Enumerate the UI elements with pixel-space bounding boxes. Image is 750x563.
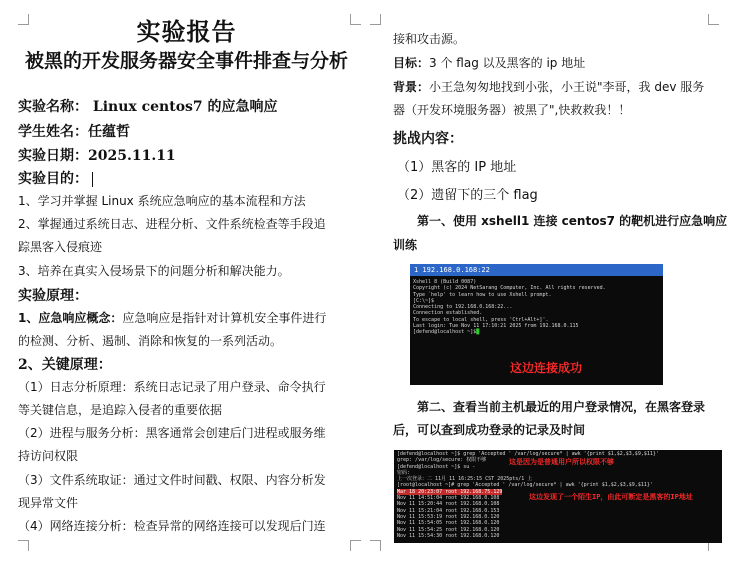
- goal-label: 目标：: [393, 56, 430, 70]
- crop-mark-bl: [18, 540, 29, 551]
- stranger-ip-note: 这边发现了一个陌生IP，由此可断定是黑客的IP地址: [529, 493, 693, 501]
- terminal-line: Nov 11 14:51:04 root 192.168.0.108: [397, 495, 500, 502]
- challenge-heading: 挑战内容：: [393, 131, 463, 147]
- principle-1-label: 1、应急响应概念：: [18, 311, 123, 325]
- purpose-line: 3、培养在真实入侵场景下的问题分析和解决能力。: [18, 264, 290, 278]
- terminal-line: Copyright (c) 2024 NetSarang Computer, Inc. All rights reserved.: [413, 285, 606, 292]
- terminal-line: [defend@localhost ~]$ su -: [397, 463, 476, 470]
- permission-note: 这是因为是普通用户所以权限不够: [509, 458, 614, 466]
- terminal-line: [C:\~]$: [413, 297, 435, 304]
- terminal-cursor: █: [476, 329, 480, 336]
- crop-mark-br: [350, 540, 361, 551]
- terminal-line: Nov 11 15:21:04 root 192.168.0.153: [397, 507, 500, 514]
- goal-text: 3 个 flag 以及黑客的 ip 地址: [429, 56, 586, 70]
- purpose-line: 1、学习并掌握 Linux 系统应急响应的基本流程和方法: [18, 194, 306, 208]
- terminal-line: [defend@localhost ~]$ grep 'Accepted ' /var/log/secure* | awk '{print $1,$2,$3,$9,$11}': [397, 451, 659, 457]
- crop-mark-br2: [370, 540, 381, 551]
- terminal-line: Connection established.: [413, 310, 483, 317]
- challenge-item: （1）黑客的 IP 地址: [397, 160, 517, 175]
- terminal-line: Nov 11 15:54:25 root 192.168.0.120: [397, 526, 500, 533]
- terminal-prompt: [defend@localhost ~]$: [413, 329, 477, 336]
- terminal-line: Nov 11 15:53:19 root 192.168.0.120: [397, 513, 500, 520]
- terminal-line: Xshell 8 (Build 0087): [413, 279, 477, 285]
- student-name: 学生姓名：任蕴哲: [18, 124, 130, 140]
- key-line: （2）进程与服务分析：黑客通常会创建后门进程或服务维: [18, 426, 326, 440]
- key-line: （1）日志分析原理：系统日志记录了用户登录、命令执行: [18, 380, 326, 394]
- login-log-screenshot: [394, 450, 722, 543]
- text-cursor: [92, 172, 93, 187]
- terminal-line: Nov 11 15:54:30 root 192.168.0.120: [397, 532, 500, 539]
- key-line: 等关键信息，是追踪入侵者的重要依据: [18, 403, 223, 417]
- xshell-output: [410, 276, 663, 336]
- terminal-line: Nov 11 15:20:44 root 192.168.0.108: [397, 501, 500, 508]
- principle-line-1: [18, 309, 326, 326]
- step1-line-2: 训练: [393, 238, 418, 252]
- purpose-heading: [18, 168, 93, 188]
- background-line-2: 器（开发环境服务器）被黑了",快救救我！！: [393, 103, 631, 117]
- xshell-screenshot: [410, 264, 663, 385]
- continued-line: 接和攻击源。: [393, 32, 466, 46]
- challenge-item: （2）遗留下的三个 flag: [397, 188, 538, 203]
- background-label: 背景：: [393, 80, 430, 94]
- terminal-line: grep: /var/log/secure: 权限不够: [397, 457, 487, 464]
- key-line: 现异常文件: [18, 496, 79, 510]
- step2-line-1: 第二、查看当前主机最近的用户登录情况，在黑客登录: [417, 400, 706, 414]
- terminal-line: To escape to local shell, press 'Ctrl+Alt+]'.: [413, 316, 549, 323]
- step1-line-1: 第一、使用 xshell1 连接 centos7 的靶机进行应急响应: [417, 214, 728, 228]
- purpose-heading-text: 实验目的：: [18, 171, 88, 187]
- connection-success-note: 这边连接成功: [510, 361, 583, 375]
- purpose-line: 2、掌握通过系统日志、进程分析、文件系统检查等手段追: [18, 217, 326, 231]
- background-text-1: 小王急匆匆地找到小张，小王说"李哥，我 dev 服务: [429, 80, 705, 94]
- terminal-line: 上一次登录：二 11月 11 16:25:15 CST 2025pts/1 上: [397, 476, 533, 483]
- key-line: （3）文件系统取证：通过文件时间戳、权限、内容分析发: [18, 473, 326, 487]
- report-subtitle: 被黑的开发服务器安全事件排查与分析: [24, 50, 348, 72]
- key-line: （4）网络连接分析：检查异常的网络连接可以发现后门连: [18, 519, 326, 533]
- purpose-line: 踪黑客入侵痕迹: [18, 240, 103, 254]
- goal-line: [393, 54, 585, 71]
- terminal-line: Type `help' to learn how to use Xshell prompt.: [413, 291, 552, 298]
- crop-mark-tr3: [708, 14, 719, 25]
- terminal-line: [root@localhost ~]# grep 'Accepted ' /var/log/secure* | awk '{print $1,$2,$3,$9,$11}': [397, 482, 653, 489]
- xshell-tab-title: 1 192.168.0.168:22: [410, 264, 663, 276]
- experiment-date: 实验日期：2025.11.11: [18, 148, 176, 164]
- terminal-line: [410, 329, 663, 335]
- terminal-line: Nov 11 15:54:05 root 192.168.0.120: [397, 520, 500, 527]
- background-line-1: [393, 78, 704, 95]
- terminal-line: Last login: Tue Nov 11 17:10:21 2025 from 192.168.0.115: [413, 323, 579, 330]
- principle-heading: 实验原理：: [18, 288, 88, 304]
- terminal-line: Connecting to 192.168.0.168:22...: [413, 304, 513, 311]
- principle-line-2: 的检测、分析、遏制、消除和恢复的一系列活动。: [18, 334, 283, 348]
- suspicious-login-highlight: Mar 18 20:23:07 root 192.168.75.129: [397, 488, 503, 495]
- principle-1-text: 应急响应是指针对计算机安全事件进行: [122, 311, 327, 325]
- key-line: 持访问权限: [18, 449, 79, 463]
- experiment-name: 实验名称： Linux centos7 的应急响应: [18, 99, 278, 115]
- terminal-line: 密码:: [397, 469, 411, 476]
- report-title: 实验报告: [136, 17, 237, 46]
- crop-mark-tr2: [370, 14, 381, 25]
- step2-line-2: 后，可以查到成功登录的记录及时间: [393, 423, 586, 437]
- key-heading: 2、关键原理：: [18, 357, 112, 373]
